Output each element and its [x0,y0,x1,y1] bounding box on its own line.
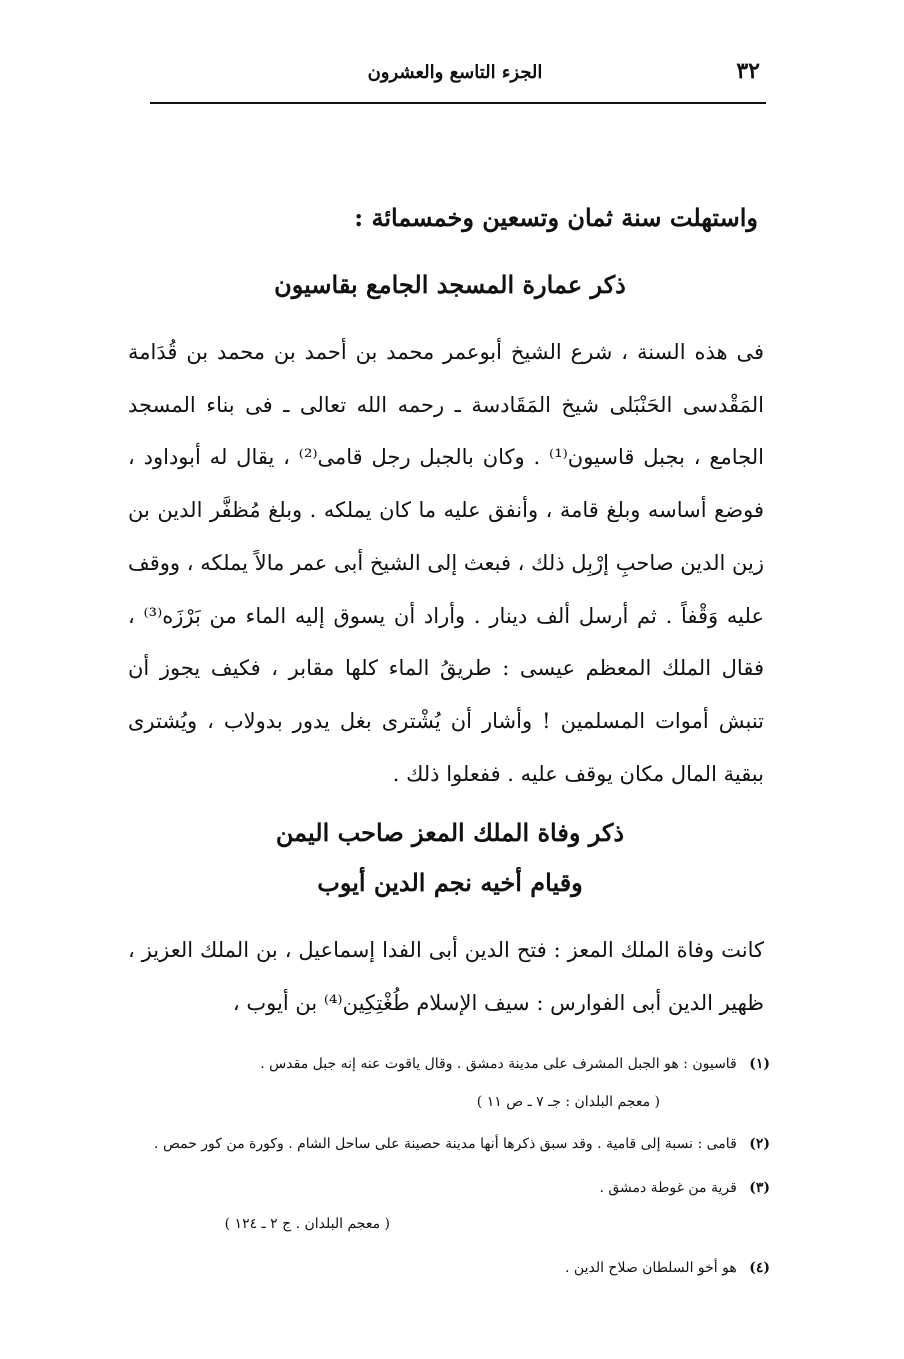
section-heading-mosque: ذكر عمارة المسجد الجامع بقاسيون [274,270,626,299]
footnote-2 [120,1136,770,1152]
page-number: ٣٢ [736,58,760,84]
footnote-rule [128,1030,764,1031]
footnote-number: (٣) [749,1180,770,1196]
footnote-number: (٢) [749,1136,770,1152]
footnote-text: قاسيون : هو الجبل المشرف على مدينة دمشق . وقال ياقوت عنه إنه جبل مقدس . [260,1056,737,1072]
footnote-text: قرية من غوطة دمشق . [599,1180,737,1196]
body-paragraph-death [128,924,764,1034]
footnote-number: (٤) [749,1260,770,1276]
paragraph-text: كانت وفاة الملك المعز : فتح الدين أبى الفدا إسماعيل ، بن الملك العزيز ، ظهير الدين أبى الفوارس : سيف الإسلام طُغْتِكِين⁽⁴⁾ بن أيوب ، [128,938,764,1015]
footnote-1 [120,1056,770,1072]
year-heading: واستهلت سنة ثمان وتسعين وخمسمائة : [354,203,758,232]
footnote-text: هو أخو السلطان صلاح الدين . [565,1260,737,1276]
footnote-1-source: ( معجم البلدان : جـ ٧ ـ ص ١١ ) [476,1094,660,1110]
footnote-number: (١) [749,1056,770,1072]
footnote-3 [120,1180,770,1196]
body-paragraph-mosque [128,326,764,786]
paragraph-text: فى هذه السنة ، شرع الشيخ أبوعمر محمد بن أحمد بن محمد بن قُدَامة المَقْدسى الحَنْبَلى شيخ المَقَادسة ـ رحمه الله تعالى ـ فى بناء المسجد الجامع ، بجبل قاسيون⁽¹⁾ . وكان بالجبل رجل قامى⁽²⁾ ، يقال له أبوداود ، فوضع أساسه وبلغ قامة ، وأنفق عليه ما كان يملكه . وبلغ مُظفَّر الدين بن زين الدين صاحبِ إرْبِل ذلك ، فبعث إلى الشيخ أبى عمر مالاً يملكه ، ووقف عليه وَقْفاً . ثم أرسل ألف دينار . وأراد أن يسوق إليه الماء من بَرْزَه⁽³⁾ ، فقال الملك المعظم عيسى : طريقُ الماء كلها مقابر ، فكيف يجوز أن تنبش أموات المسلمين ! وأشار أن يُشْترى بغل يدور بدولاب ، ويُشترى ببقية المال مكان يوقف عليه . ففعلوا ذلك . [128,340,764,786]
running-head-title: الجزء التاسع والعشرون [367,62,543,83]
section-heading-death: ذكر وفاة الملك المعز صاحب اليمن [275,818,625,847]
section-subheading-death: وقيام أخيه نجم الدين أيوب [317,868,583,897]
running-head [150,58,760,94]
footnote-text: قامى : نسبة إلى قامية . وقد سبق ذكرها أنها مدينة حصينة على ساحل الشام . وكورة من كور حمص . [154,1136,737,1152]
header-rule [150,102,766,104]
footnote-3-source: ( معجم البلدان . ج ٢ ـ ١٢٤ ) [224,1216,390,1232]
footnote-4 [120,1260,770,1276]
